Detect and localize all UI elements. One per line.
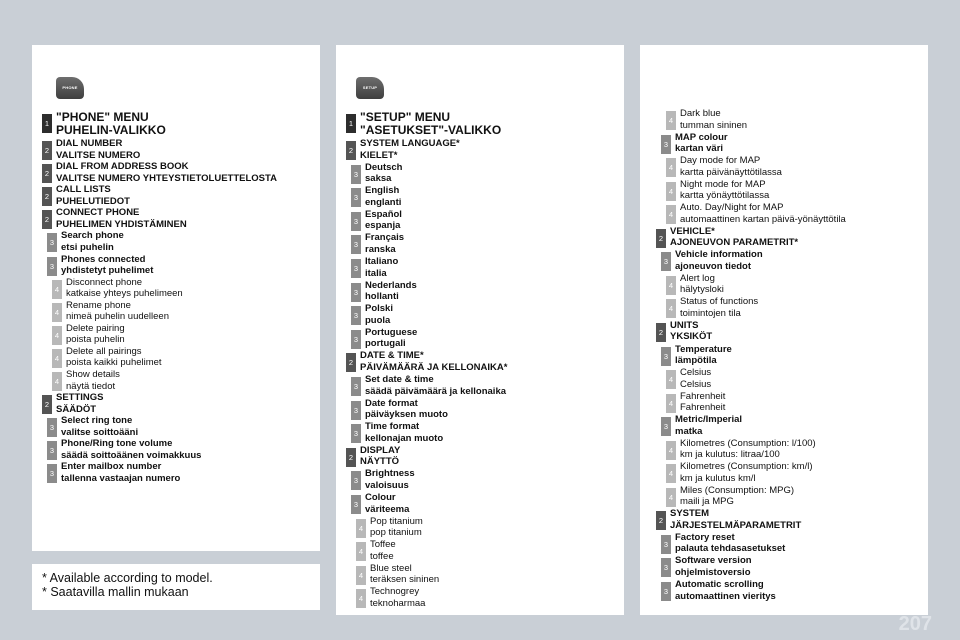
menu-entry	[42, 111, 166, 137]
menu-entry	[666, 155, 782, 178]
entry-english: Date format	[365, 397, 418, 409]
menu-entry-text	[360, 111, 501, 137]
entry-english: Search phone	[61, 230, 124, 242]
menu-entry-text	[675, 414, 742, 437]
level-marker: 3	[351, 401, 361, 420]
entry-finnish: nimeä puhelin uudelleen	[66, 311, 169, 323]
level-marker: 3	[351, 165, 361, 184]
menu-entry	[351, 185, 401, 208]
menu-entry	[656, 320, 712, 343]
entry-finnish: etsi puhelin	[61, 241, 114, 253]
menu-entry	[47, 415, 138, 438]
entry-finnish: poista kaikki puhelimet	[66, 357, 162, 369]
entry-finnish: espanja	[365, 220, 401, 232]
menu-entry	[42, 184, 130, 207]
setup-tab-icon: SETUP	[356, 77, 384, 99]
level-marker: 3	[661, 135, 671, 154]
entry-english: SYSTEM LANGUAGE*	[360, 138, 460, 149]
entry-finnish: yhdistetyt puhelimet	[61, 265, 154, 276]
level-marker: 2	[42, 141, 52, 160]
menu-entry	[346, 445, 400, 468]
menu-entry-text	[675, 579, 776, 602]
level-marker: 3	[351, 424, 361, 443]
menu-entry	[47, 230, 124, 253]
entry-english: Blue steel	[370, 562, 412, 574]
level-marker: 2	[42, 395, 52, 414]
menu-entry	[666, 296, 758, 319]
menu-entry	[351, 492, 409, 515]
level-marker: 3	[47, 257, 57, 276]
menu-entry-text	[365, 256, 398, 279]
entry-english: Rename phone	[66, 299, 131, 311]
level-marker: 4	[666, 464, 676, 483]
entry-english: Vehicle information	[675, 249, 763, 261]
entry-english: Disconnect phone	[66, 276, 143, 288]
menu-entry	[356, 516, 423, 539]
entry-english: "PHONE" MENU	[56, 110, 149, 124]
entry-english: Español	[365, 208, 402, 220]
menu-entry-text	[365, 374, 506, 397]
level-marker: 4	[666, 370, 676, 389]
menu-entry-text	[365, 492, 409, 515]
entry-finnish: VALITSE NUMERO	[56, 149, 141, 161]
entry-english: Delete pairing	[66, 322, 125, 334]
entry-finnish: VALITSE NUMERO YHTEYSTIETOLUETTELOSTA	[56, 172, 277, 184]
entry-english: Portuguese	[365, 326, 418, 338]
level-marker: 4	[666, 299, 676, 318]
entry-finnish: matka	[675, 425, 703, 437]
entry-finnish: km ja kulutus: litraa/100	[680, 449, 780, 461]
entry-finnish: YKSIKÖT	[670, 331, 713, 343]
level-marker: 2	[656, 511, 666, 530]
entry-english: Fahrenheit	[680, 390, 726, 402]
entry-finnish: saksa	[365, 173, 392, 185]
level-marker: 4	[356, 589, 366, 608]
entry-english: Colour	[365, 492, 396, 503]
menu-entry	[356, 539, 396, 562]
entry-finnish: valoisuus	[365, 479, 409, 491]
entry-english: Enter mailbox number	[61, 461, 162, 473]
menu-entry-text	[365, 398, 448, 421]
menu-entry-text	[675, 249, 763, 272]
level-marker: 4	[356, 542, 366, 561]
menu-entry-text	[56, 207, 187, 230]
entry-finnish: maili ja MPG	[680, 496, 734, 508]
menu-entry	[346, 350, 507, 373]
level-marker: 4	[666, 441, 676, 460]
menu-entry	[356, 586, 425, 609]
footnote-english: * Available according to model.	[42, 571, 213, 585]
entry-finnish: Fahrenheit	[680, 402, 726, 414]
entry-finnish: säädä päivämäärä ja kellonaika	[365, 385, 507, 397]
menu-entry	[661, 555, 752, 578]
level-marker: 2	[42, 210, 52, 229]
menu-entry-text	[680, 391, 725, 414]
entry-finnish: "ASETUKSET"-VALIKKO	[360, 123, 502, 137]
entry-english: DIAL NUMBER	[56, 138, 123, 149]
menu-entry-text	[680, 202, 846, 225]
entry-english: VEHICLE*	[670, 225, 715, 237]
entry-finnish: teknoharmaa	[370, 597, 426, 609]
menu-entry	[346, 138, 460, 161]
menu-entry	[666, 485, 794, 508]
menu-entry	[666, 391, 725, 414]
level-marker: 3	[351, 283, 361, 302]
entry-finnish: säädä soittoäänen voimakkuus	[61, 449, 202, 461]
entry-finnish: PUHELIN-VALIKKO	[56, 123, 166, 137]
menu-entry-text	[680, 179, 769, 202]
menu-entry	[666, 438, 816, 461]
level-marker: 4	[666, 488, 676, 507]
menu-entry-text	[66, 369, 120, 392]
menu-entry-text	[370, 563, 439, 586]
entry-english: Nederlands	[365, 279, 417, 291]
entry-english: Select ring tone	[61, 415, 133, 427]
entry-english: "SETUP" MENU	[360, 110, 451, 124]
entry-english: Kilometres (Consumption: km/l)	[680, 461, 813, 473]
entry-finnish: poista puhelin	[66, 334, 125, 346]
phone-tab-icon: PHONE	[56, 77, 84, 99]
footnote-finnish: * Saatavilla mallin mukaan	[42, 585, 189, 599]
level-marker: 4	[52, 349, 62, 368]
level-marker: 4	[666, 158, 676, 177]
level-marker: 1	[346, 114, 356, 133]
entry-finnish: PUHELUTIEDOT	[56, 195, 130, 207]
entry-finnish: teräksen sininen	[370, 574, 440, 586]
level-marker: 4	[52, 326, 62, 345]
menu-entry-text	[56, 184, 130, 207]
menu-entry	[351, 280, 417, 303]
menu-entry	[42, 207, 187, 230]
entry-english: DIAL FROM ADDRESS BOOK	[56, 161, 189, 173]
menu-entry	[42, 392, 104, 415]
menu-entry-text	[680, 273, 724, 296]
entry-english: Toffee	[370, 539, 396, 551]
menu-entry	[661, 579, 776, 602]
entry-english: Temperature	[675, 343, 732, 355]
menu-entry	[666, 273, 724, 296]
level-marker: 3	[351, 377, 361, 396]
entry-finnish: tumman sininen	[680, 119, 748, 131]
menu-entry	[351, 374, 506, 397]
level-marker: 3	[47, 233, 57, 252]
menu-entry	[351, 398, 448, 421]
menu-entry-text	[370, 586, 425, 609]
level-marker: 3	[351, 471, 361, 490]
entry-finnish: kellonajan muoto	[365, 432, 444, 444]
entry-english: DATE & TIME*	[360, 350, 424, 362]
level-marker: 3	[351, 306, 361, 325]
menu-entry-text	[365, 468, 415, 491]
menu-entry-text	[680, 296, 758, 319]
entry-finnish: NÄYTTÖ	[360, 456, 400, 468]
setup-menu-panel	[336, 45, 624, 615]
menu-entry-text	[670, 320, 712, 343]
entry-finnish: hollanti	[365, 291, 399, 303]
entry-english: Automatic scrolling	[675, 579, 764, 590]
entry-finnish: JÄRJESTELMÄPARAMETRIT	[670, 519, 802, 531]
menu-entry-text	[56, 111, 166, 137]
entry-finnish: automaattinen vieritys	[675, 590, 776, 602]
menu-entry-text	[360, 445, 400, 468]
entry-finnish: puola	[365, 314, 391, 326]
menu-entry-text	[680, 108, 747, 131]
menu-entry	[356, 563, 439, 586]
level-marker: 4	[52, 280, 62, 299]
entry-english: Miles (Consumption: MPG)	[680, 484, 795, 496]
entry-english: Français	[365, 232, 405, 244]
entry-finnish: KIELET*	[360, 149, 398, 161]
level-marker: 3	[351, 259, 361, 278]
entry-english: SETTINGS	[56, 392, 104, 404]
entry-english: UNITS	[670, 319, 699, 331]
menu-entry	[666, 202, 846, 225]
menu-entry	[666, 179, 769, 202]
menu-entry	[661, 249, 763, 272]
menu-entry	[351, 468, 415, 491]
menu-entry-text	[66, 277, 183, 300]
level-marker: 3	[351, 235, 361, 254]
menu-entry	[656, 508, 801, 531]
menu-entry	[346, 111, 501, 137]
entry-finnish: portugali	[365, 338, 406, 350]
menu-entry-text	[365, 303, 393, 326]
menu-entry-text	[61, 438, 201, 461]
menu-entry-text	[61, 415, 138, 438]
entry-english: Software version	[675, 555, 752, 567]
menu-entry-text	[675, 532, 785, 555]
level-marker: 1	[42, 114, 52, 133]
phone-menu-panel	[32, 45, 320, 551]
footnote-box	[32, 564, 320, 610]
entry-english: Auto. Day/Night for MAP	[680, 202, 784, 214]
level-marker: 3	[661, 582, 671, 601]
level-marker: 3	[47, 464, 57, 483]
menu-entry	[661, 132, 728, 155]
menu-entry-text	[675, 344, 732, 367]
level-marker: 4	[356, 566, 366, 585]
menu-entry	[52, 300, 169, 323]
entry-english: CONNECT PHONE	[56, 207, 140, 219]
entry-english: Status of functions	[680, 296, 759, 308]
entry-finnish: PÄIVÄMÄÄRÄ JA KELLONAIKA*	[360, 361, 508, 373]
entry-finnish: katkaise yhteys puhelimeen	[66, 288, 183, 300]
menu-entry	[52, 323, 125, 346]
setup-menu-continued-panel	[640, 45, 928, 615]
level-marker: 4	[666, 394, 676, 413]
menu-entry-text	[56, 392, 104, 415]
entry-english: Italiano	[365, 256, 399, 267]
entry-english: Polski	[365, 303, 393, 315]
menu-entry-text	[360, 350, 507, 373]
menu-entry	[661, 532, 785, 555]
menu-entry-text	[61, 254, 153, 277]
menu-entry	[351, 209, 402, 232]
menu-entry	[666, 108, 747, 131]
entry-finnish: ajoneuvon tiedot	[675, 260, 751, 272]
menu-entry	[47, 438, 201, 461]
menu-entry	[351, 162, 402, 185]
entry-english: Set date & time	[365, 374, 434, 385]
level-marker: 3	[351, 495, 361, 514]
menu-entry	[351, 303, 393, 326]
level-marker: 3	[47, 418, 57, 437]
level-marker: 3	[661, 347, 671, 366]
menu-entry	[42, 161, 277, 184]
menu-entry-text	[675, 555, 752, 578]
entry-finnish: väriteema	[365, 503, 410, 515]
level-marker: 4	[666, 111, 676, 130]
level-marker: 3	[661, 558, 671, 577]
level-marker: 4	[666, 276, 676, 295]
entry-english: Kilometres (Consumption: l/100)	[680, 437, 816, 449]
menu-entry	[351, 327, 417, 350]
entry-english: CALL LISTS	[56, 184, 111, 196]
menu-entry	[52, 369, 120, 392]
entry-english: Show details	[66, 369, 120, 380]
menu-entry-text	[365, 280, 417, 303]
entry-finnish: kartan väri	[675, 143, 724, 155]
entry-english: Pop titanium	[370, 515, 423, 527]
entry-english: Time format	[365, 421, 420, 433]
entry-english: Night mode for MAP	[680, 178, 766, 190]
level-marker: 2	[42, 187, 52, 206]
entry-english: Factory reset	[675, 531, 735, 543]
entry-finnish: valitse soittoääni	[61, 426, 139, 438]
menu-entry-text	[675, 132, 728, 155]
entry-finnish: toimintojen tila	[680, 307, 741, 319]
entry-finnish: päiväyksen muoto	[365, 409, 448, 421]
level-marker: 3	[351, 330, 361, 349]
entry-english: English	[365, 185, 400, 197]
menu-entry-text	[680, 461, 813, 484]
level-marker: 2	[656, 229, 666, 248]
menu-entry-text	[365, 209, 402, 232]
level-marker: 4	[666, 182, 676, 201]
level-marker: 2	[42, 164, 52, 183]
entry-finnish: näytä tiedot	[66, 380, 116, 392]
menu-entry-text	[360, 138, 460, 161]
level-marker: 3	[351, 212, 361, 231]
menu-entry-text	[365, 232, 404, 255]
entry-english: Phone/Ring tone volume	[61, 438, 173, 450]
menu-entry-text	[670, 508, 801, 531]
menu-entry-text	[680, 367, 711, 390]
menu-entry-text	[370, 539, 396, 562]
level-marker: 4	[52, 303, 62, 322]
menu-entry-text	[61, 230, 124, 253]
entry-finnish: hälytysloki	[680, 284, 724, 296]
entry-finnish: PUHELIMEN YHDISTÄMINEN	[56, 218, 187, 230]
menu-entry	[42, 138, 140, 161]
entry-english: Dark blue	[680, 108, 721, 119]
level-marker: 2	[346, 353, 356, 372]
entry-english: DISPLAY	[360, 444, 401, 456]
entry-finnish: toffee	[370, 550, 394, 562]
entry-finnish: kartta yönäyttötilassa	[680, 190, 770, 202]
menu-entry-text	[365, 185, 401, 208]
entry-english: Metric/Imperial	[675, 414, 743, 426]
level-marker: 3	[661, 535, 671, 554]
entry-finnish: lämpötila	[675, 355, 717, 366]
level-marker: 2	[656, 323, 666, 342]
level-marker: 3	[661, 252, 671, 271]
menu-entry	[52, 277, 183, 300]
entry-english: Alert log	[680, 272, 715, 284]
level-marker: 2	[346, 448, 356, 467]
menu-entry	[656, 226, 798, 249]
entry-english: Brightness	[365, 468, 415, 480]
entry-finnish: kartta päivänäyttötilassa	[680, 166, 782, 178]
menu-entry-text	[365, 162, 402, 185]
menu-entry-text	[365, 327, 417, 350]
menu-entry	[351, 421, 443, 444]
entry-english: Deutsch	[365, 161, 403, 173]
level-marker: 4	[356, 519, 366, 538]
menu-entry-text	[66, 323, 125, 346]
menu-entry-text	[56, 161, 277, 184]
entry-finnish: km ja kulutus km/l	[680, 472, 756, 484]
menu-entry	[666, 461, 813, 484]
level-marker: 3	[351, 188, 361, 207]
menu-entry	[351, 232, 404, 255]
menu-entry-text	[66, 346, 162, 369]
menu-entry-text	[680, 438, 816, 461]
menu-entry-text	[680, 485, 794, 508]
entry-finnish: AJONEUVON PARAMETRIT*	[670, 237, 799, 249]
menu-entry-text	[365, 421, 443, 444]
entry-english: SYSTEM	[670, 508, 710, 520]
menu-entry-text	[66, 300, 169, 323]
page-number: 207	[898, 613, 932, 635]
menu-entry	[351, 256, 398, 279]
entry-finnish: automaattinen kartan päivä-yönäyttötila	[680, 213, 846, 225]
entry-finnish: tallenna vastaajan numero	[61, 472, 181, 484]
menu-entry	[666, 367, 711, 390]
entry-english: Technogrey	[370, 586, 420, 598]
entry-finnish: italia	[365, 267, 387, 279]
menu-entry-text	[670, 226, 798, 249]
entry-english: MAP colour	[675, 131, 728, 143]
entry-finnish: ohjelmistoversio	[675, 566, 751, 578]
level-marker: 2	[346, 141, 356, 160]
entry-english: Phones connected	[61, 253, 146, 265]
menu-entry-text	[370, 516, 423, 539]
entry-finnish: ranska	[365, 243, 396, 255]
level-marker: 4	[666, 205, 676, 224]
entry-english: Celsius	[680, 367, 712, 379]
menu-entry-text	[56, 138, 140, 161]
level-marker: 4	[52, 372, 62, 391]
menu-entry	[52, 346, 162, 369]
entry-english: Delete all pairings	[66, 345, 142, 357]
entry-finnish: Celsius	[680, 378, 712, 390]
menu-entry	[47, 254, 153, 277]
entry-english: Day mode for MAP	[680, 155, 761, 167]
entry-finnish: palauta tehdasasetukset	[675, 543, 786, 555]
level-marker: 3	[661, 417, 671, 436]
entry-finnish: englanti	[365, 196, 402, 208]
level-marker: 3	[47, 441, 57, 460]
menu-entry	[661, 414, 742, 437]
menu-entry-text	[61, 461, 180, 484]
entry-finnish: SÄÄDÖT	[56, 403, 97, 415]
menu-entry	[47, 461, 180, 484]
menu-entry-text	[680, 155, 782, 178]
entry-finnish: pop titanium	[370, 527, 422, 539]
menu-entry	[661, 344, 732, 367]
